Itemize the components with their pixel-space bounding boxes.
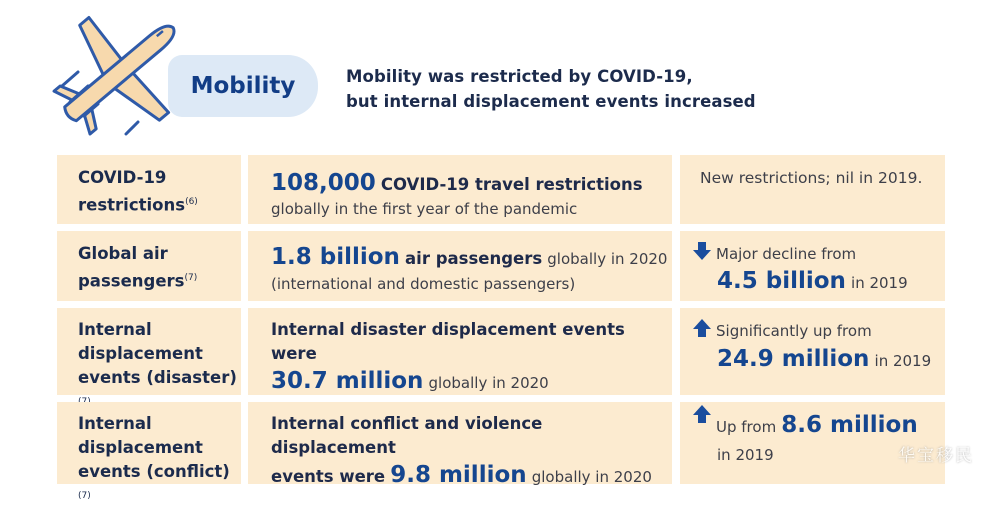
arrow-up-icon — [692, 404, 712, 424]
row-2-trend-value: 4.5 billion — [717, 268, 846, 294]
row-1-value — [248, 155, 672, 224]
row-1-main-number: 108,000 — [271, 170, 376, 196]
mobility-badge — [168, 55, 318, 117]
row-4-trend-suffix: in 2019 — [717, 446, 774, 464]
row-1-footnote: (6) — [185, 197, 198, 207]
row-4-trend-prefix: Up from — [716, 418, 777, 436]
row-4-label-line-1: Internal — [78, 414, 152, 433]
row-4-label — [57, 402, 241, 501]
row-1-label-line-2: restrictions — [78, 195, 186, 215]
page-subtitle — [346, 64, 756, 114]
row-3-label-line-2: displacement — [78, 344, 203, 363]
row-3-main-text: Internal disaster displacement events were — [271, 320, 625, 363]
row-4-trend-value: 8.6 million — [781, 412, 918, 438]
subtitle-line-2: but internal displacement events increased — [346, 92, 756, 111]
row-1-trend-text: New restrictions; nil in 2019. — [700, 169, 923, 187]
row-2-main-text: air passengers — [405, 249, 543, 268]
row-1-trend — [680, 155, 945, 224]
row-2-trend-suffix: in 2019 — [851, 274, 908, 292]
row-1-sub-text: globally in the first year of the pandemic — [271, 200, 578, 218]
row-4-label-line-2: displacement — [78, 438, 203, 457]
row-3-sub-text: globally in 2020 — [428, 374, 549, 392]
row-3-label-line-3: events (disaster) — [78, 368, 237, 387]
subtitle-line-1: Mobility was restricted by COVID-19, — [346, 67, 693, 86]
row-3-trend — [680, 308, 945, 395]
row-4-main-text: Internal conflict and violence displacement — [271, 414, 543, 457]
row-3-value — [248, 308, 672, 395]
row-3-label — [57, 308, 241, 395]
watermark: 华宝移民 — [898, 446, 974, 466]
badge-label: Mobility — [190, 73, 296, 99]
row-3-trend-value: 24.9 million — [717, 346, 870, 372]
row-3-main-number: 30.7 million — [271, 368, 424, 394]
arrow-down-icon — [692, 241, 712, 261]
row-1-label-line-1: COVID-19 — [78, 168, 167, 187]
row-1-main-text: COVID-19 travel restrictions — [380, 175, 643, 194]
row-2-label-line-2: passengers — [78, 271, 185, 291]
row-4-sub-text: globally in 2020 — [531, 468, 652, 486]
arrow-up-icon — [692, 318, 712, 338]
row-1-label — [57, 155, 241, 224]
row-2-main-number: 1.8 billion — [271, 244, 400, 270]
row-4-main-text-2: events were — [271, 467, 386, 486]
row-2-value — [248, 231, 672, 301]
row-2-trend — [680, 231, 945, 301]
row-4-value — [248, 402, 672, 488]
row-3-trend-prefix: Significantly up from — [716, 322, 872, 340]
row-3-label-line-1: Internal — [78, 320, 152, 339]
row-2-sub-text-2: (international and domestic passengers) — [271, 275, 576, 293]
row-4-label-line-3: events (conflict) — [78, 462, 230, 481]
row-3-trend-suffix: in 2019 — [874, 352, 932, 370]
row-4-main-number: 9.8 million — [390, 462, 527, 488]
row-4-footnote: (7) — [78, 491, 91, 501]
row-2-footnote: (7) — [184, 273, 198, 283]
row-2-label-line-1: Global air — [78, 244, 168, 263]
row-2-sub-text: globally in 2020 — [547, 250, 668, 268]
row-2-label — [57, 231, 241, 301]
row-2-trend-prefix: Major decline from — [716, 245, 857, 263]
